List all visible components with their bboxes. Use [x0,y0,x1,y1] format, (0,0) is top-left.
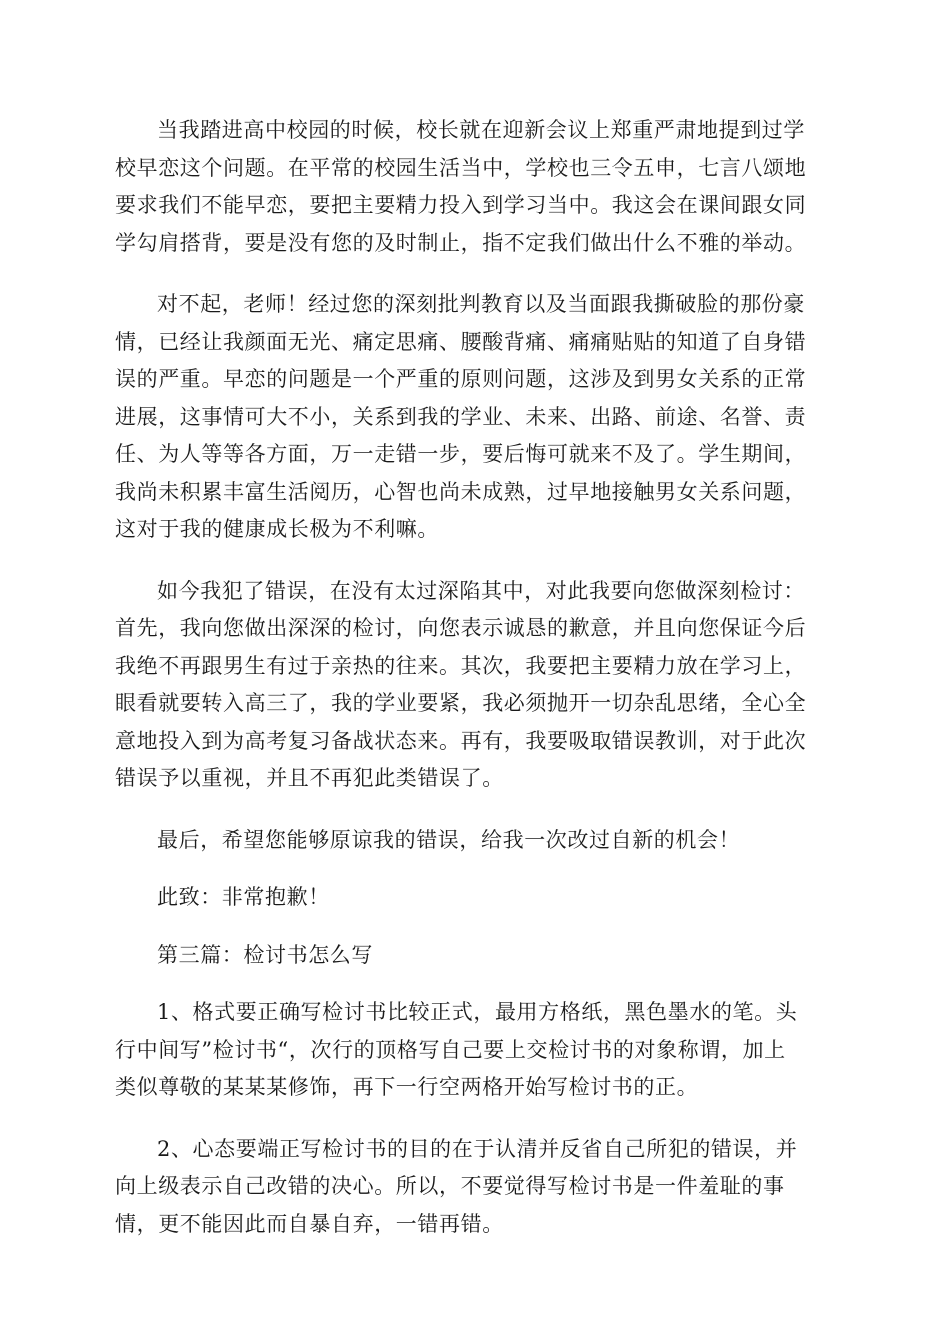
paragraph-format-tip: 1、格式要正确写检讨书比较正式，最用方格纸，黑色墨水的笔。头 行中间写”检讨书“，次行的顶格写自己要上交检讨书的对象称谓，加上 类似尊敬的某某某修饰，再下一行空两格开始写检讨书的正。 [115,1000,798,1099]
section-heading: 第三篇：检讨书怎么写 [157,942,373,967]
paragraph-self-criticism: 如今我犯了错误，在没有太过深陷其中，对此我要向您做深刻检讨： 首先，我向您做出深深的检讨，向您表示诚恳的歉意，并且向您保证今后 我绝不再跟男生有过于亲热的往来。其次，我要把主要精力放在学习上， 眼看就要转入高三了，我的学业要紧，我必须抛开一切杂乱思绪，全心全 意地投入到为高考复习备战状态来。再有，我要吸取错误教训，对于此次 错误予以重视，并且不再犯此类错误了。 [115,578,807,790]
paragraph-early-love-rules: 当我踏进高中校园的时候，校长就在迎新会议上郑重严肃地提到过学 校早恋这个问题。在平常的校园生活当中，学校也三令五申，七言八颂地 要求我们不能早恋，要把主要精力投入到学习当中。我这会在课间跟女同 学勾肩搭背，要是没有您的及时制止，指不定我们做出什么不雅的举动。 [115,118,807,255]
paragraph-attitude-tip: 2、心态要端正写检讨书的目的在于认清并反省自己所犯的错误，并 向上级表示自己改错的决心。所以，不要觉得写检讨书是一件羞耻的事 情，更不能因此而自暴自弃，一错再错。 [115,1136,798,1236]
paragraph-apology: 对不起，老师！经过您的深刻批判教育以及当面跟我撕破脸的那份豪 情，已经让我颜面无光、痛定思痛、腰酸背痛、痛痛贴贴的知道了自身错 误的严重。早恋的问题是一个严重的原则问题，这涉及到男女关系的正常 进展，这事情可大不小，关系到我的学业、未来、出路、前途、名誉、责 任、为人等等各方面，万一走错一步，要后悔可就来不及了。学生期间， 我尚未积累丰富生活阅历，心智也尚未成熟，过早地接触男女关系问题， 这对于我的健康成长极为不利嘛。 [115,292,807,541]
paragraph-salutation: 此致：非常抱歉！ [157,885,330,909]
paragraph-closing-request: 最后，希望您能够原谅我的错误，给我一次改过自新的机会！ [157,827,741,852]
document-body [115,112,833,1243]
